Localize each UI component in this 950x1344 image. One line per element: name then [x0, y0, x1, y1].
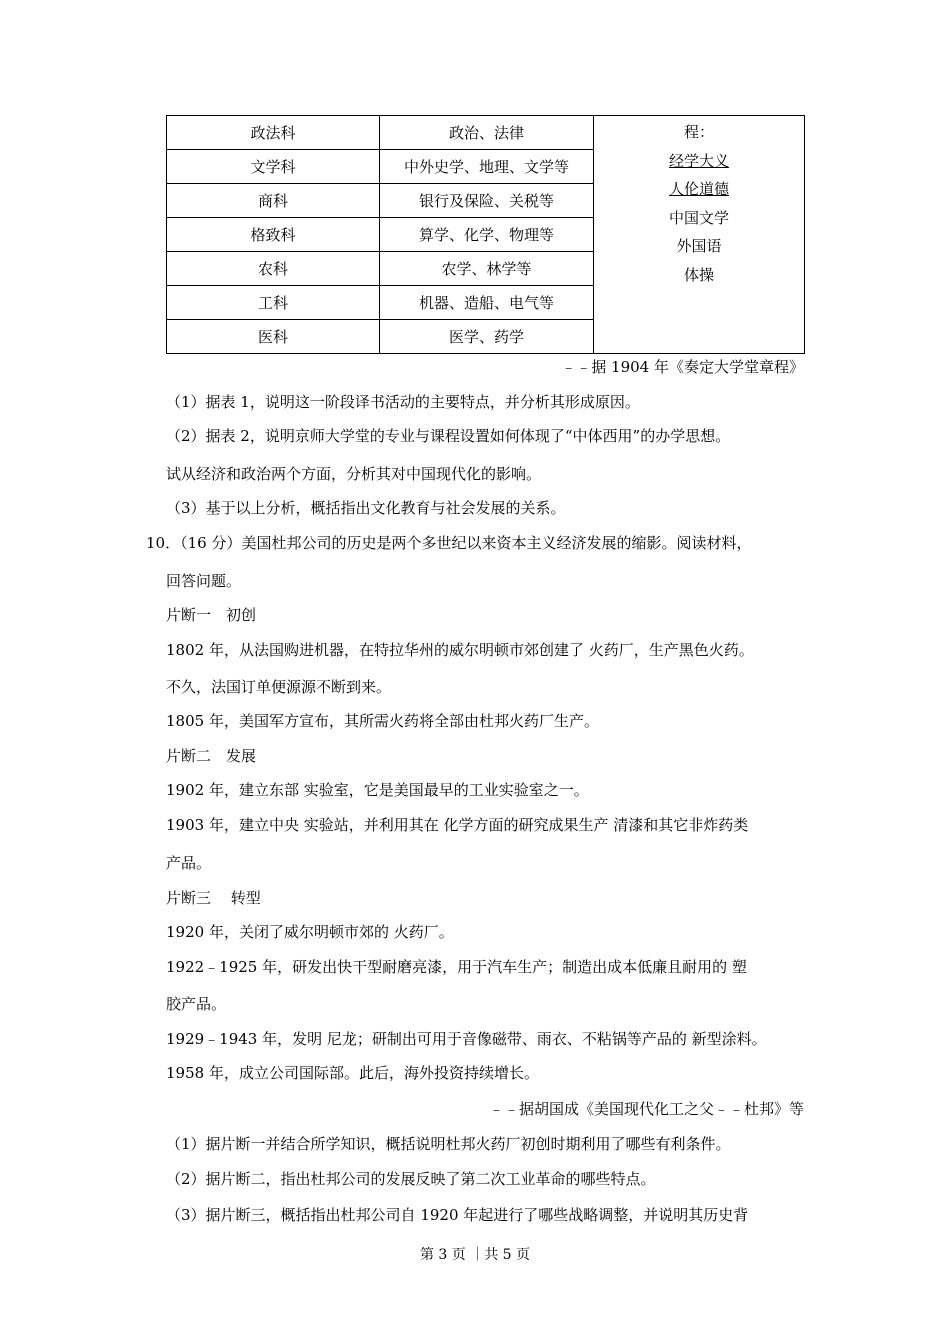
segment-3-para4: 1958 年，成立公司国际部。此后，海外投资持续增长。 — [166, 1064, 539, 1082]
segment-3-para1: 1920 年，关闭了威尔明顿市郊的 火药厂。 — [166, 923, 454, 941]
course-item: 人伦道德 — [668, 180, 729, 198]
segment-1-para: 1802 年，从法国购进机器，在特拉华州的威尔明顿市郊创建了 火药厂，生产黑色火药。 — [166, 641, 754, 659]
common-courses-cell — [594, 116, 805, 354]
q10-source: ﹣﹣据胡国成《美国现代化工之父﹣﹣杜邦》等 — [488, 1100, 804, 1118]
segment-3-para3: 1929﹣1943 年，发明 尼龙；研制出可用于音像磁带、雨衣、不粘锅等产品的 新型涂料。 — [166, 1030, 767, 1048]
table-cell-content: 银行及保险、关税等 — [380, 184, 594, 218]
segment-1-para2: 1805 年，美国军方宣布，其所需火药将全部由杜邦火药厂生产。 — [166, 712, 599, 730]
table-cell-content: 政治、法律 — [380, 116, 594, 150]
table-row — [167, 116, 805, 150]
common-courses-label: 程： — [683, 123, 714, 141]
course-item: 经学大义 — [668, 151, 729, 170]
segment-2-para1: 1902 年，建立东部 实验室，它是美国最早的工业实验室之一。 — [166, 781, 589, 799]
curriculum-table — [166, 115, 805, 354]
segment-2-para2-cont: 产品。 — [166, 854, 212, 872]
table-cell-content: 农学、林学等 — [380, 252, 594, 286]
segment-3-title: 片断三 转型 — [166, 889, 261, 907]
segment-2-para2: 1903 年，建立中央 实验站，并利用其在 化学方面的研究成果生产 清漆和其它非炸药类 — [166, 816, 749, 834]
table-cell-subject: 医科 — [167, 320, 380, 354]
table-cell-subject: 商科 — [167, 184, 380, 218]
table-cell-subject: 政法科 — [167, 116, 380, 150]
segment-2-title: 片断二 发展 — [166, 747, 257, 765]
segment-1-para-cont: 不久，法国订单便源源不断到来。 — [166, 678, 392, 696]
table-cell-subject: 文学科 — [167, 150, 380, 184]
course-item: 体操 — [683, 265, 714, 284]
table-cell-content: 机器、造船、电气等 — [380, 286, 594, 320]
table-cell-content: 算学、化学、物理等 — [380, 218, 594, 252]
table-cell-content: 医学、药学 — [380, 320, 594, 354]
segment-1-title: 片断一 初创 — [166, 606, 257, 624]
segment-3-para2: 1922﹣1925 年，研发出快干型耐磨亮漆，用于汽车生产；制造出成本低廉且耐用的 塑 — [166, 958, 747, 976]
table-cell-subject: 工科 — [167, 286, 380, 320]
table-cell-content: 中外史学、地理、文学等 — [380, 150, 594, 184]
course-item: 中国文学 — [668, 208, 729, 227]
q10-sub3: （3）据片断三，概括指出杜邦公司自 1920 年起进行了哪些战略调整，并说明其历史背 — [166, 1206, 749, 1224]
segment-3-para2-cont: 胶产品。 — [166, 995, 227, 1013]
q9-sub2-line1: （2）据表 2，说明京师大学堂的专业与课程设置如何体现了“中体西用”的办学思想。 — [166, 427, 731, 445]
q9-sub1: （1）据表 1，说明这一阶段译书活动的主要特点，并分析其形成原因。 — [166, 393, 640, 411]
q9-sub2-line2: 试从经济和政治两个方面，分析其对中国现代化的影响。 — [166, 465, 542, 483]
q10-intro-line2: 回答问题。 — [166, 572, 242, 590]
q10-sub1: （1）据片断一并结合所学知识，概括说明杜邦火药厂初创时期利用了哪些有利条件。 — [166, 1135, 731, 1153]
q9-sub3: （3）基于以上分析，概括指出文化教育与社会发展的关系。 — [166, 499, 566, 517]
table-cell-subject: 农科 — [167, 252, 380, 286]
course-item: 外国语 — [676, 237, 722, 255]
q10-intro-line1: 10．（16 分）美国杜邦公司的历史是两个多世纪以来资本主义经济发展的缩影。阅读材料， — [146, 534, 752, 552]
page-footer: 第 3 页 ｜共 5 页 — [419, 1247, 531, 1263]
table-source: ﹣﹣据 1904 年《奏定大学堂章程》 — [561, 358, 804, 376]
q10-sub2: （2）据片断二，指出杜邦公司的发展反映了第二次工业革命的哪些特点。 — [166, 1170, 656, 1188]
table-cell-subject: 格致科 — [167, 218, 380, 252]
